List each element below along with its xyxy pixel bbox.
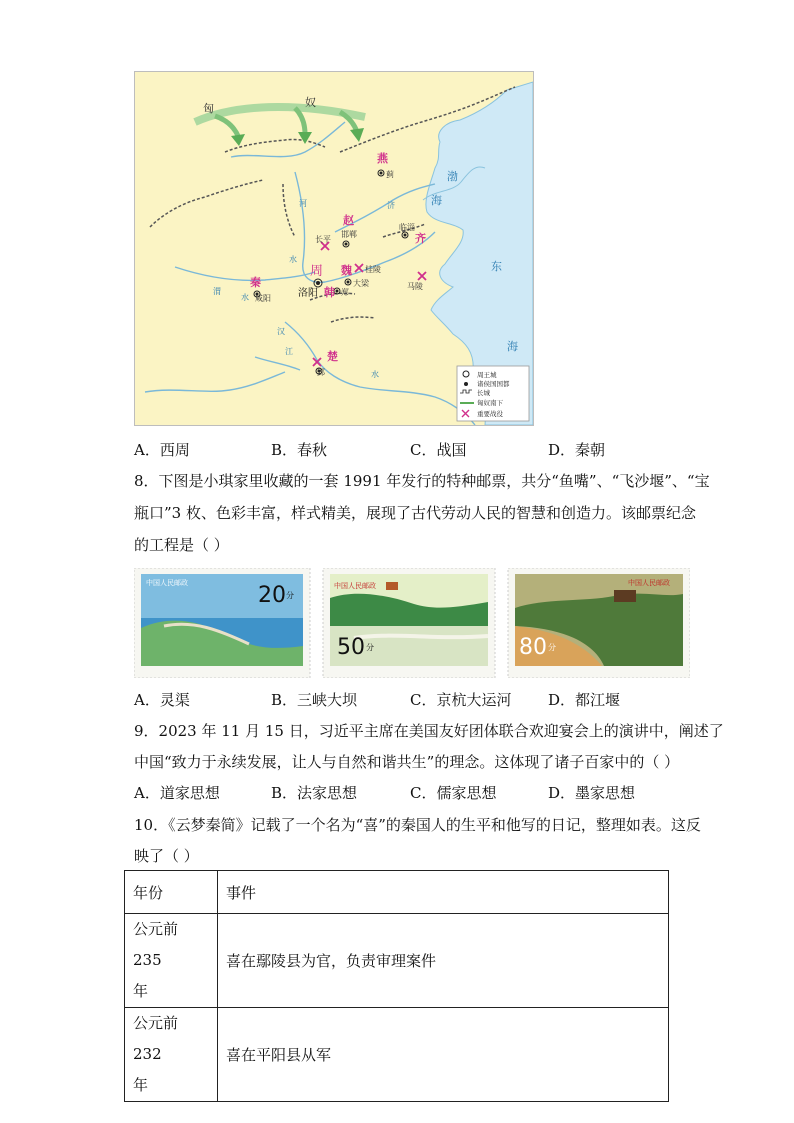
stamp-3-unit: 分: [548, 643, 556, 652]
legend-capital-icon: [464, 382, 468, 386]
q8-option-a[interactable]: A．灵渠: [134, 691, 190, 709]
stamp-3: [508, 568, 690, 678]
stamp-2-pavilion: [386, 582, 398, 590]
stamp-set: [134, 568, 690, 678]
stamp-2-value: 50: [337, 635, 365, 660]
q10-line-1: 10．《云梦秦简》记载了一个名为“喜”的秦国人的生平和他写的日记，整理如表。这反: [134, 816, 701, 834]
stamp-1: [134, 568, 310, 678]
capital-zheng-dot: [336, 290, 338, 292]
label-he: 河: [299, 199, 307, 208]
table-cell-year: [125, 1008, 218, 1102]
label-han-river: 汉: [277, 327, 285, 336]
q9-option-d[interactable]: D．墨家思想: [548, 784, 636, 802]
table-header-year: 年份: [125, 871, 218, 914]
label-ji: 蓟: [386, 170, 394, 179]
label-handan: 邯郸: [341, 230, 357, 239]
table-header-event: 事件: [218, 871, 669, 914]
table-cell-year-line-2: 年: [133, 982, 149, 1000]
stamp-1-value: 20: [258, 583, 286, 608]
q8-option-d[interactable]: D．都江堰: [548, 691, 621, 709]
q9-option-a[interactable]: A．道家思想: [134, 784, 220, 802]
q8-option-b[interactable]: B．三峡大坝: [271, 691, 358, 709]
table-cell-year-line-2: 年: [133, 1076, 149, 1094]
q9-option-c[interactable]: C．儒家思想: [410, 784, 497, 802]
capital-daliang-dot: [347, 281, 349, 283]
q9-line-2: 中国“致力于永续发展，让人与自然和谐共生”的理念。这体现了诸子百家中的（ ）: [134, 753, 680, 771]
q7-option-c[interactable]: C．战国: [410, 441, 467, 459]
warring-states-map: [134, 71, 534, 426]
label-zheng: 郑: [341, 288, 349, 297]
table-cell-event: 喜在平阳县从军: [218, 1008, 669, 1102]
label-jiang: 江: [285, 347, 293, 356]
stamp-3-temple: [614, 590, 636, 602]
label-wei: 魏: [341, 264, 352, 277]
label-qin: 秦: [250, 276, 261, 289]
capital-linzi-dot: [404, 234, 406, 236]
q8-line-1: 8．下图是小琪家里收藏的一套 1991 年发行的特种邮票，共分“鱼嘴”、“飞沙堰”、“宝: [134, 472, 710, 490]
legend-capital-label: 诸侯国国都: [477, 380, 510, 388]
stamp-2-header: 中国人民邮政: [334, 582, 376, 590]
stamps-svg: [134, 568, 690, 678]
label-shui-2: 水: [289, 255, 297, 264]
q9-option-b[interactable]: B．法家思想: [271, 784, 358, 802]
q7-option-b[interactable]: B．春秋: [271, 441, 328, 459]
label-changping: 长平: [315, 235, 331, 244]
q8-line-2: 瓶口”3 枚、色彩丰富，样式精美，展现了古代劳动人民的智慧和创造力。该邮票纪念: [134, 504, 696, 522]
stamp-3-value: 80: [519, 635, 547, 660]
label-zhao: 赵: [343, 214, 354, 227]
q8-option-c[interactable]: C．京杭大运河: [410, 691, 512, 709]
capital-luoyang-dot: [317, 282, 320, 285]
label-donghai-2: 海: [507, 340, 518, 353]
label-zhou: 周: [310, 264, 324, 279]
table-cell-year: [125, 914, 218, 1008]
q9-line-1: 9．2023 年 11 月 15 日，习近平主席在美国友好团体联合欢迎宴会上的演讲中，阐述了: [134, 722, 724, 740]
label-xiongnu-2: 奴: [305, 96, 316, 109]
label-xiongnu-1: 匈: [203, 102, 214, 115]
label-shui-3: 水: [371, 370, 379, 379]
label-yan: 燕: [377, 152, 388, 165]
stamp-2: [323, 568, 495, 678]
table-row: [125, 1008, 669, 1102]
capital-ji-dot: [380, 172, 382, 174]
stamp-1-unit: 分: [286, 591, 294, 600]
legend-battle-label: 重要战役: [477, 410, 503, 418]
table-cell-year-line-1: 公元前 232: [133, 1014, 179, 1063]
stamp-2-rapids: [354, 636, 488, 638]
label-wei-river: 渭: [213, 287, 221, 296]
label-maling: 马陵: [407, 282, 423, 291]
stamp-3-header: 中国人民邮政: [628, 579, 670, 587]
label-han: 韩: [324, 286, 335, 299]
q7-option-d[interactable]: D．秦朝: [548, 441, 606, 459]
label-chu: 楚: [327, 350, 338, 363]
label-ji-river: 济: [387, 201, 395, 210]
label-linzi: 临淄: [399, 223, 415, 232]
label-ying: 郢: [317, 368, 325, 377]
table-header-row: [125, 871, 669, 914]
stamp-1-header: 中国人民邮政: [146, 579, 188, 587]
stamp-2-unit: 分: [366, 643, 374, 652]
label-qi: 齐: [415, 232, 426, 245]
label-xianyang: 咸阳: [255, 294, 271, 303]
map-svg: [135, 72, 533, 425]
map-legend: [457, 366, 529, 421]
table-cell-event: 喜在鄢陵县为官，负责审理案件: [218, 914, 669, 1008]
q10-table: [124, 870, 669, 1102]
q8-line-3: 的工程是（ ）: [134, 536, 229, 554]
label-luoyang: 洛阳: [298, 288, 318, 299]
label-bohai-2: 海: [431, 194, 442, 207]
q7-option-a[interactable]: A．西周: [134, 441, 190, 459]
table-cell-year-line-1: 公元前 235: [133, 920, 179, 969]
q10-line-2: 映了（ ）: [134, 847, 199, 865]
label-bohai-1: 渤: [447, 170, 458, 183]
label-guiling: 桂陵: [365, 265, 381, 274]
label-donghai-1: 东: [491, 260, 502, 273]
label-shui-1: 水: [241, 293, 249, 302]
legend-royal-label: 周王城: [477, 371, 497, 379]
table-row: [125, 914, 669, 1008]
legend-xiongnu-label: 匈奴南下: [477, 399, 503, 407]
capital-handan-dot: [345, 243, 347, 245]
label-daliang: 大梁: [353, 279, 369, 288]
legend-wall-label: 长城: [477, 389, 490, 397]
